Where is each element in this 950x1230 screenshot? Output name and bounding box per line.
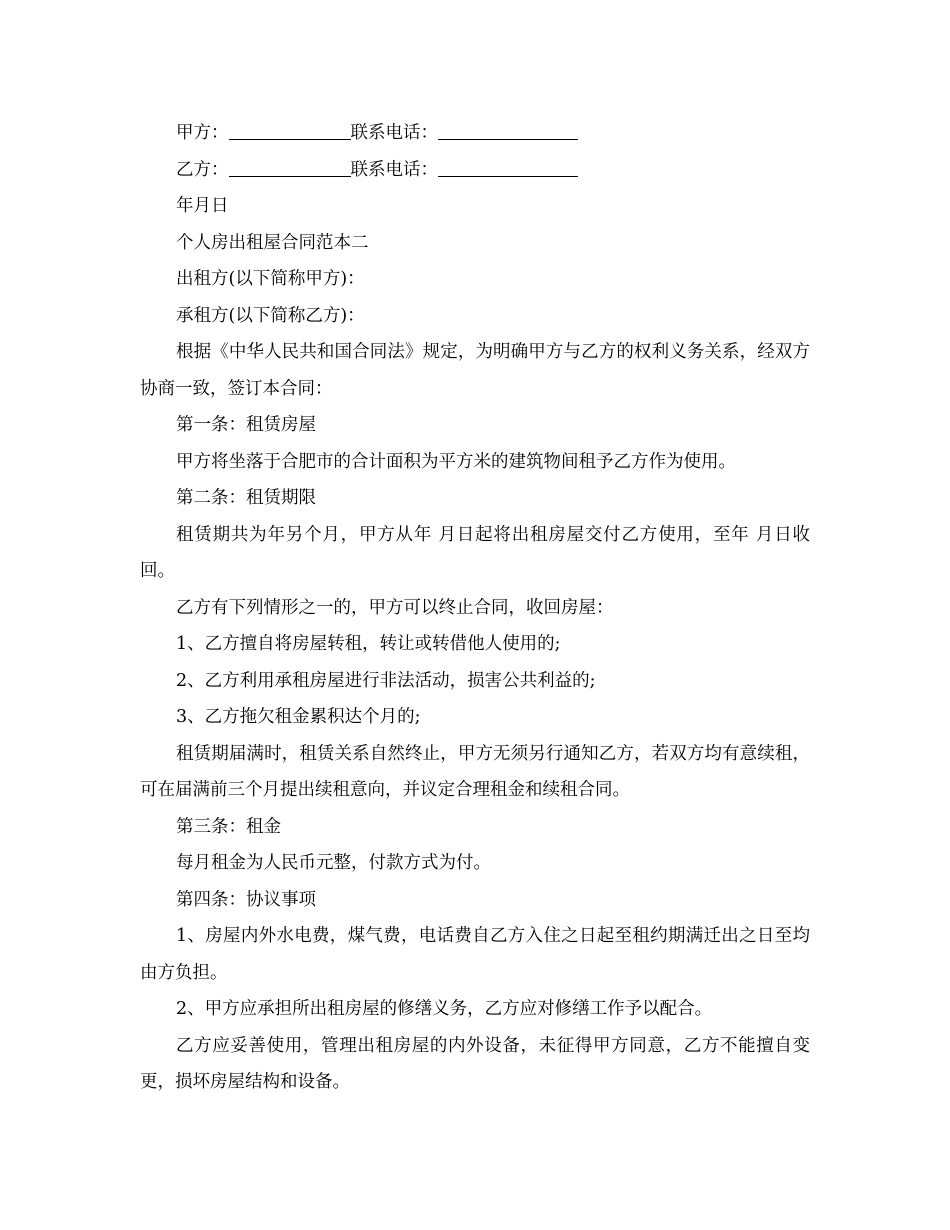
party-b-label: 乙方： [176,159,229,180]
lessor-line: 出租方(以下简称甲方)： [176,269,365,289]
article-2-title: 第二条：租赁期限 [176,488,316,508]
article-2-termination: 乙方有下列情形之一的，甲方可以终止合同，收回房屋： [176,597,614,618]
party-a-name-blank [229,121,351,140]
article-2-item-3: 3、乙方拖欠租金累积达个月的; [176,707,421,727]
contract-title: 个人房出租屋合同范本二 [176,232,369,253]
party-a-phone-label: 联系电话： [350,123,438,143]
party-b-name-blank [229,158,351,177]
article-2-expiry: 租赁期届满时，租赁关系自然终止，甲方无须另行通知乙方，若双方均有意续租，可在届满前三个月提出续租意向，并议定合理租金和续租合同。 [140,743,810,800]
article-2-item-2: 2、乙方利用承租房屋进行非法活动，损害公共利益的; [176,670,596,691]
article-4-body: 乙方应妥善使用，管理出租房屋的内外设备，未征得甲方同意，乙方不能擅自变更，损坏房屋结构和设备。 [140,1035,810,1092]
contract-body [140,115,810,1101]
article-2-item-1: 1、乙方擅自将房屋转租，转让或转借他人使用的; [176,634,561,654]
party-b-phone-label: 联系电话： [350,159,438,180]
article-2-body: 租赁期共为年另个月，甲方从年 月日起将出租房屋交付乙方使用，至年 月日收回。 [140,524,810,581]
intro-paragraph: 根据《中华人民共和国合同法》规定，为明确甲方与乙方的权利义务关系，经双方协商一致，签订本合同： [140,342,810,399]
article-4-item-2: 2、甲方应承担所出租房屋的修缮义务，乙方应对修缮工作予以配合。 [176,999,713,1019]
article-4-item-1: 1、房屋内外水电费，煤气费，电话费自乙方入住之日起至租约期满迁出之日至均由方负担。 [140,926,810,983]
article-1-title: 第一条：租赁房屋 [176,415,316,435]
party-b-phone-blank [438,158,578,177]
party-a-label: 甲方： [176,123,229,143]
party-a-line [140,115,810,152]
date-line: 年月日 [176,196,229,216]
article-4-title: 第四条：协议事项 [176,889,316,910]
party-b-line [140,152,810,189]
article-3-title: 第三条：租金 [176,816,281,837]
party-a-phone-blank [438,121,578,140]
article-3-body: 每月租金为人民币元整，付款方式为付。 [176,853,491,873]
article-1-body: 甲方将坐落于合肥市的合计面积为平方米的建筑物间租予乙方作为使用。 [176,451,736,472]
lessee-line: 承租方(以下简称乙方)： [176,305,365,326]
